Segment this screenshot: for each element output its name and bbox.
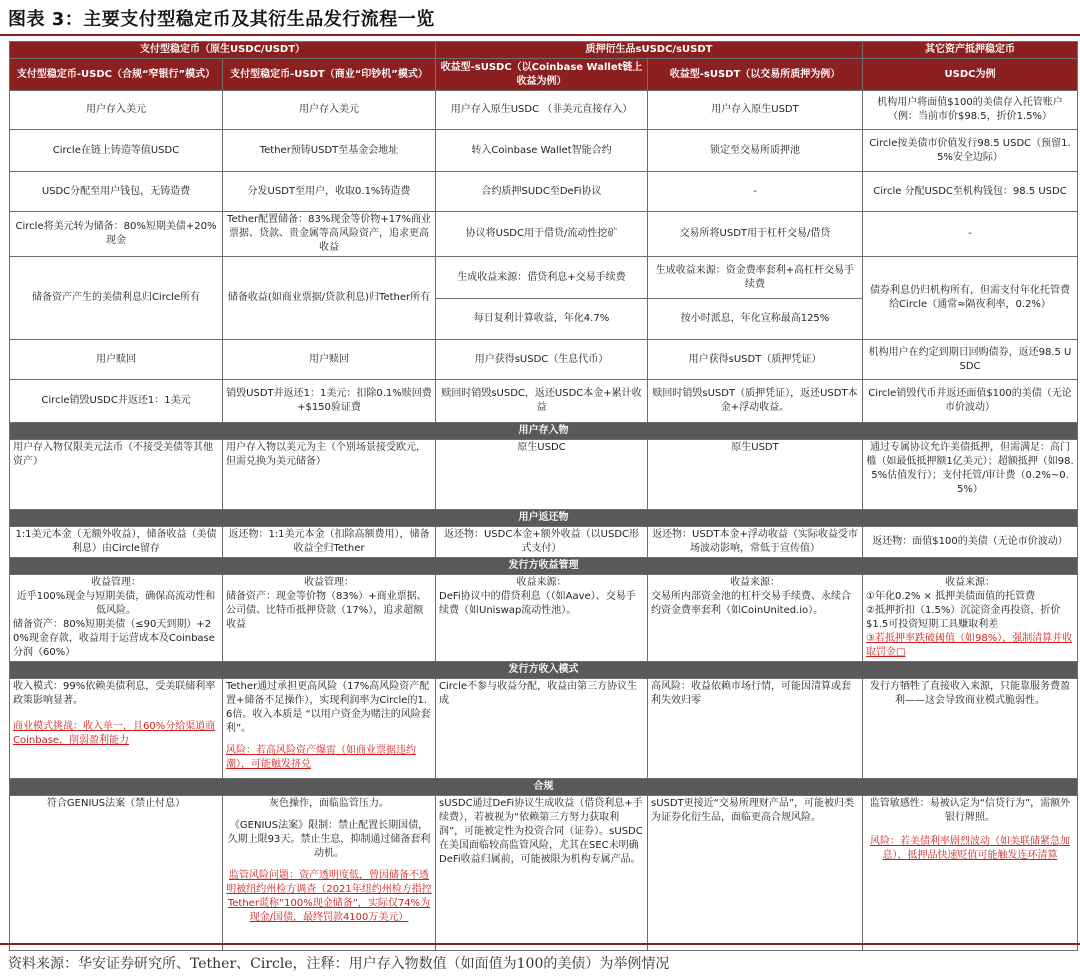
section-row-compliance bbox=[10, 779, 1078, 796]
table-cell: 用户存入物以美元为主（个别场景接受欧元，但需兑换为美元储备） bbox=[223, 440, 436, 510]
table-row bbox=[10, 340, 1078, 380]
cell-paragraph: 储备资产：80%短期美债（≤90天到期）+20%现金存款，收益用于运营成本及Coinbase分润（60%） bbox=[13, 619, 215, 658]
table-cell: Circle在链上铸造等值USDC bbox=[10, 130, 223, 172]
table-cell: Circle销毁USDC并返还1：1美元 bbox=[10, 380, 223, 423]
column-header-collateral: USDC为例 bbox=[863, 59, 1078, 91]
table-cell: 返还物：USDT本金+浮动收益（实际收益受市场波动影响，常低于宣传值） bbox=[648, 527, 863, 558]
table-cell: 通过专属协议允许美债抵押，但需满足：高门槛（如最低抵押额1亿美元）；超额抵押（如98.5%估值发行）；支付托管/审计费（0.2%~0.5%） bbox=[863, 440, 1078, 510]
section-title-returned: 用户返还物 bbox=[10, 510, 1078, 527]
table-cell: 储备资产产生的美债利息归Circle所有 bbox=[10, 257, 223, 340]
cell-heading: 收益管理： bbox=[304, 577, 354, 588]
table-cell: 用户获得sUSDC（生息代币） bbox=[436, 340, 648, 380]
table-cell bbox=[223, 796, 436, 951]
table-cell: 返还物：面值$100的美债（无论市价波动） bbox=[863, 527, 1078, 558]
table-cell bbox=[863, 575, 1078, 662]
cell-paragraph: 灰色操作，面临监管压力。 bbox=[269, 798, 389, 809]
table-cell: 储备收益(如商业票据/贷款利息)归Tether所有 bbox=[223, 257, 436, 340]
cell-paragraph: 收入模式：99%依赖美债利息，受美联储利率政策影响显著。 bbox=[13, 681, 216, 706]
cell-paragraph: 近乎100%现金与短期美债，确保高流动性和低风险。 bbox=[16, 591, 216, 616]
model-row bbox=[10, 679, 1078, 779]
table-cell: 符合GENIUS法案（禁止付息） bbox=[10, 796, 223, 951]
table-cell: 用户获得sUSDT（质押凭证） bbox=[648, 340, 863, 380]
table-cell: - bbox=[648, 172, 863, 212]
table-cell: 高风险：收益依赖市场行情，可能因清算或套利失效归零 bbox=[648, 679, 863, 779]
deposit-row bbox=[10, 440, 1078, 510]
table-cell: 每日复利计算收益，年化4.7% bbox=[436, 299, 648, 340]
table-row bbox=[10, 212, 1078, 257]
table-cell: 1:1美元本金（无额外收益），储备收益（美债利息）由Circle留存 bbox=[10, 527, 223, 558]
table-cell: 发行方牺牲了直接收入来源，只能靠服务费盈利——这会导致商业模式脆弱性。 bbox=[863, 679, 1078, 779]
figure-title: 图表 3：主要支付型稳定币及其衍生品发行流程一览 bbox=[8, 9, 435, 30]
cell-paragraph: 储备资产：现金等价物（83%）+商业票据、公司债、比特币抵押贷款（17%），追求超额收益 bbox=[226, 591, 427, 630]
section-title-income: 发行方收益管理 bbox=[10, 558, 1078, 575]
table-cell: 生成收益来源：借贷利息+交易手续费 bbox=[436, 257, 648, 299]
table-cell: 转入Coinbase Wallet智能合约 bbox=[436, 130, 648, 172]
table-cell: sUSDC通过DeFi协议生成收益（借贷利息+手续费），若被视为“依赖第三方努力获取利润”，可能被定性为投资合同（证券）。sUSDC在美国面临较高监管风险，尤其在SEC未明确DeFi收益归属前，可能被限为机构专属产品。 bbox=[436, 796, 648, 951]
table-cell bbox=[648, 575, 863, 662]
table-cell bbox=[10, 575, 223, 662]
table-cell: 交易所将USDT用于杠杆交易/借贷 bbox=[648, 212, 863, 257]
table-cell: 返还物：1:1美元本金（扣除高额费用），储备收益全归Tether bbox=[223, 527, 436, 558]
cell-heading: 收益来源： bbox=[516, 577, 567, 588]
section-row-income bbox=[10, 558, 1078, 575]
risk-note: ③若抵押率跌破阈值（如98%），强制清算并收取罚金□ bbox=[866, 633, 1073, 658]
cell-heading: 收益管理： bbox=[91, 577, 141, 588]
table-cell: 返还物：USDC本金+额外收益（以USDC形式支付） bbox=[436, 527, 648, 558]
table-cell: 按小时派息，年化宣称最高125% bbox=[648, 299, 863, 340]
table-cell: Circle 分配USDC至机构钱包：98.5 USDC bbox=[863, 172, 1078, 212]
table-cell: 用户存入原生USDT bbox=[648, 91, 863, 130]
reserve-row bbox=[10, 257, 1078, 299]
income-row bbox=[10, 575, 1078, 662]
group-header-other: 其它资产抵押稳定币 bbox=[863, 42, 1078, 59]
column-header-susdc: 收益型-sUSDC（以Coinbase Wallet链上收益为例） bbox=[436, 59, 648, 91]
compliance-row bbox=[10, 796, 1078, 951]
cell-paragraph: DeFi协议中的借贷利息（（如Aave）、交易手续费（如Uniswap流动性池）。 bbox=[439, 591, 636, 616]
section-row-deposit bbox=[10, 423, 1078, 440]
table-cell: sUSDT更接近“交易所理财产品”，可能被归类为证券化衍生品，面临更高合规风险。 bbox=[648, 796, 863, 951]
risk-note: 商业模式挑战：收入单一，且60%分给渠道商Coinbase，削弱盈利能力 bbox=[13, 721, 216, 746]
risk-note: 监管风险问题：资产透明度低，曾因储备不透明被纽约州检方调查（2021年纽约州检方指控Tether谎称“100%现金储备”，实际仅74%为现金/国债，最终罚款4100万美元） bbox=[226, 870, 432, 923]
table-cell bbox=[223, 575, 436, 662]
table-row bbox=[10, 380, 1078, 423]
table-cell: 机构用户将面值$100的美债存入托管账户（例：当前市价$98.5，折价1.5%） bbox=[863, 91, 1078, 130]
table-row bbox=[10, 130, 1078, 172]
table-cell: 用户赎回 bbox=[223, 340, 436, 380]
cell-paragraph: Tether通过承担更高风险（17%高风险资产配置+储备不足操作），实现利润率为Circle的1.6倍。收入本质是 “以用户资金为赌注的风险套利”。 bbox=[226, 681, 431, 734]
cell-paragraph: 交易所内部资金池的杠杆交易手续费、永续合约资金费率套利（如CoinUnited.io）。 bbox=[651, 591, 851, 616]
table-cell: 分发USDT至用户，收取0.1%铸造费 bbox=[223, 172, 436, 212]
cell-paragraph: ②抵押折扣（1.5%）沉淀资金再投资，折价$1.5可投资短期工具赚取利差 bbox=[866, 605, 1061, 630]
table-cell: 用户存入原生USDC （非美元直接存入） bbox=[436, 91, 648, 130]
cell-heading: 收益来源： bbox=[945, 577, 995, 588]
table-cell: 赎回时销毁sUSDC，返还USDC本金+累计收益 bbox=[436, 380, 648, 423]
returned-row bbox=[10, 527, 1078, 558]
table-cell bbox=[436, 575, 648, 662]
table-cell: 赎回时销毁sUSDT（质押凭证），返还USDT本金+浮动收益。 bbox=[648, 380, 863, 423]
table-cell: Tether预铸USDT至基金会地址 bbox=[223, 130, 436, 172]
cell-paragraph: 监管敏感性：易被认定为“信贷行为”，需额外银行牌照。 bbox=[869, 798, 1071, 823]
table-cell: Circle销毁代币并返还面值$100的美债（无论市价波动） bbox=[863, 380, 1078, 423]
source-note: 资料来源：华安证券研究所、Tether、Circle，注释：用户存入物数值（如面值为100的美债）为举例情况 bbox=[8, 956, 670, 972]
table-cell: 原生USDC bbox=[436, 440, 648, 510]
group-header-payment: 支付型稳定币（原生USDC/USDT） bbox=[10, 42, 436, 59]
table-cell: 机构用户在约定到期日回购债券，返还98.5 USDC bbox=[863, 340, 1078, 380]
table-cell: - bbox=[863, 212, 1078, 257]
table-cell: Circle将美元转为储备：80%短期美债+20%现金 bbox=[10, 212, 223, 257]
section-row-model bbox=[10, 662, 1078, 679]
table-cell: 用户存入物仅限美元法币（不接受美债等其他资产） bbox=[10, 440, 223, 510]
table-row bbox=[10, 172, 1078, 212]
table-row bbox=[10, 91, 1078, 130]
table-cell: 锁定至交易所质押池 bbox=[648, 130, 863, 172]
table-cell: 用户存入美元 bbox=[10, 91, 223, 130]
column-header-usdc: 支付型稳定币-USDC（合规“窄银行”模式） bbox=[10, 59, 223, 91]
table-cell: 原生USDT bbox=[648, 440, 863, 510]
table-cell: 生成收益来源：资金费率套利+高杠杆交易手续费 bbox=[648, 257, 863, 299]
table-cell: Circle不参与收益分配，收益由第三方协议生成 bbox=[436, 679, 648, 779]
table-cell bbox=[863, 796, 1078, 951]
table-cell: Tether配置储备：83%现金等价物+17%商业票据、贷款、贵金属等高风险资产，追求更高收益 bbox=[223, 212, 436, 257]
risk-note: 风险：若美债利率剧烈波动（如美联储紧急加息），抵押品快速贬值可能触发连环清算 bbox=[870, 836, 1070, 861]
group-header-staking: 质押衍生品sUSDC/sUSDT bbox=[436, 42, 863, 59]
table-cell: 债券利息仍归机构所有，但需支付年化托管费给Circle（通常≈隔夜利率，0.2%） bbox=[863, 257, 1078, 340]
table-cell: Circle按美债市价值发行98.5 USDC（预留1.5%安全边际） bbox=[863, 130, 1078, 172]
figure-title-bar bbox=[0, 0, 1080, 36]
table-cell: 用户存入美元 bbox=[223, 91, 436, 130]
cell-heading: 收益来源： bbox=[730, 577, 780, 588]
table-cell: 协议将USDC用于借贷/流动性挖矿 bbox=[436, 212, 648, 257]
section-title-model: 发行方收入模式 bbox=[10, 662, 1078, 679]
column-header-row bbox=[10, 59, 1078, 91]
table-cell: 合约质押SUDC至DeFi协议 bbox=[436, 172, 648, 212]
table-cell: 销毁USDT并返还1：1美元：扣除0.1%赎回费+$150验证费 bbox=[223, 380, 436, 423]
stablecoin-comparison-table bbox=[9, 41, 1078, 951]
column-header-susdt: 收益型-sUSDT（以交易所质押为例） bbox=[648, 59, 863, 91]
section-title-deposit: 用户存入物 bbox=[10, 423, 1078, 440]
table-cell: USDC分配至用户钱包，无铸造费 bbox=[10, 172, 223, 212]
table-cell bbox=[223, 679, 436, 779]
table-cell: 用户赎回 bbox=[10, 340, 223, 380]
risk-note: 风险：若高风险资产爆雷（如商业票据违约潮），可能触发挤兑 bbox=[226, 745, 416, 770]
section-row-returned bbox=[10, 510, 1078, 527]
column-header-usdt: 支付型稳定币-USDT（商业“印钞机”模式） bbox=[223, 59, 436, 91]
table-cell bbox=[10, 679, 223, 779]
cell-paragraph: ①年化0.2% × 抵押美债面值的托管费 bbox=[866, 591, 1036, 602]
group-header-row bbox=[10, 42, 1078, 59]
source-footer bbox=[0, 943, 1080, 977]
cell-paragraph: 《GENIUS法案》限制：禁止配置长期国债，久期上限93天。禁止生息，抑制通过储备套利动机。 bbox=[227, 820, 431, 859]
section-title-compliance: 合规 bbox=[10, 779, 1078, 796]
